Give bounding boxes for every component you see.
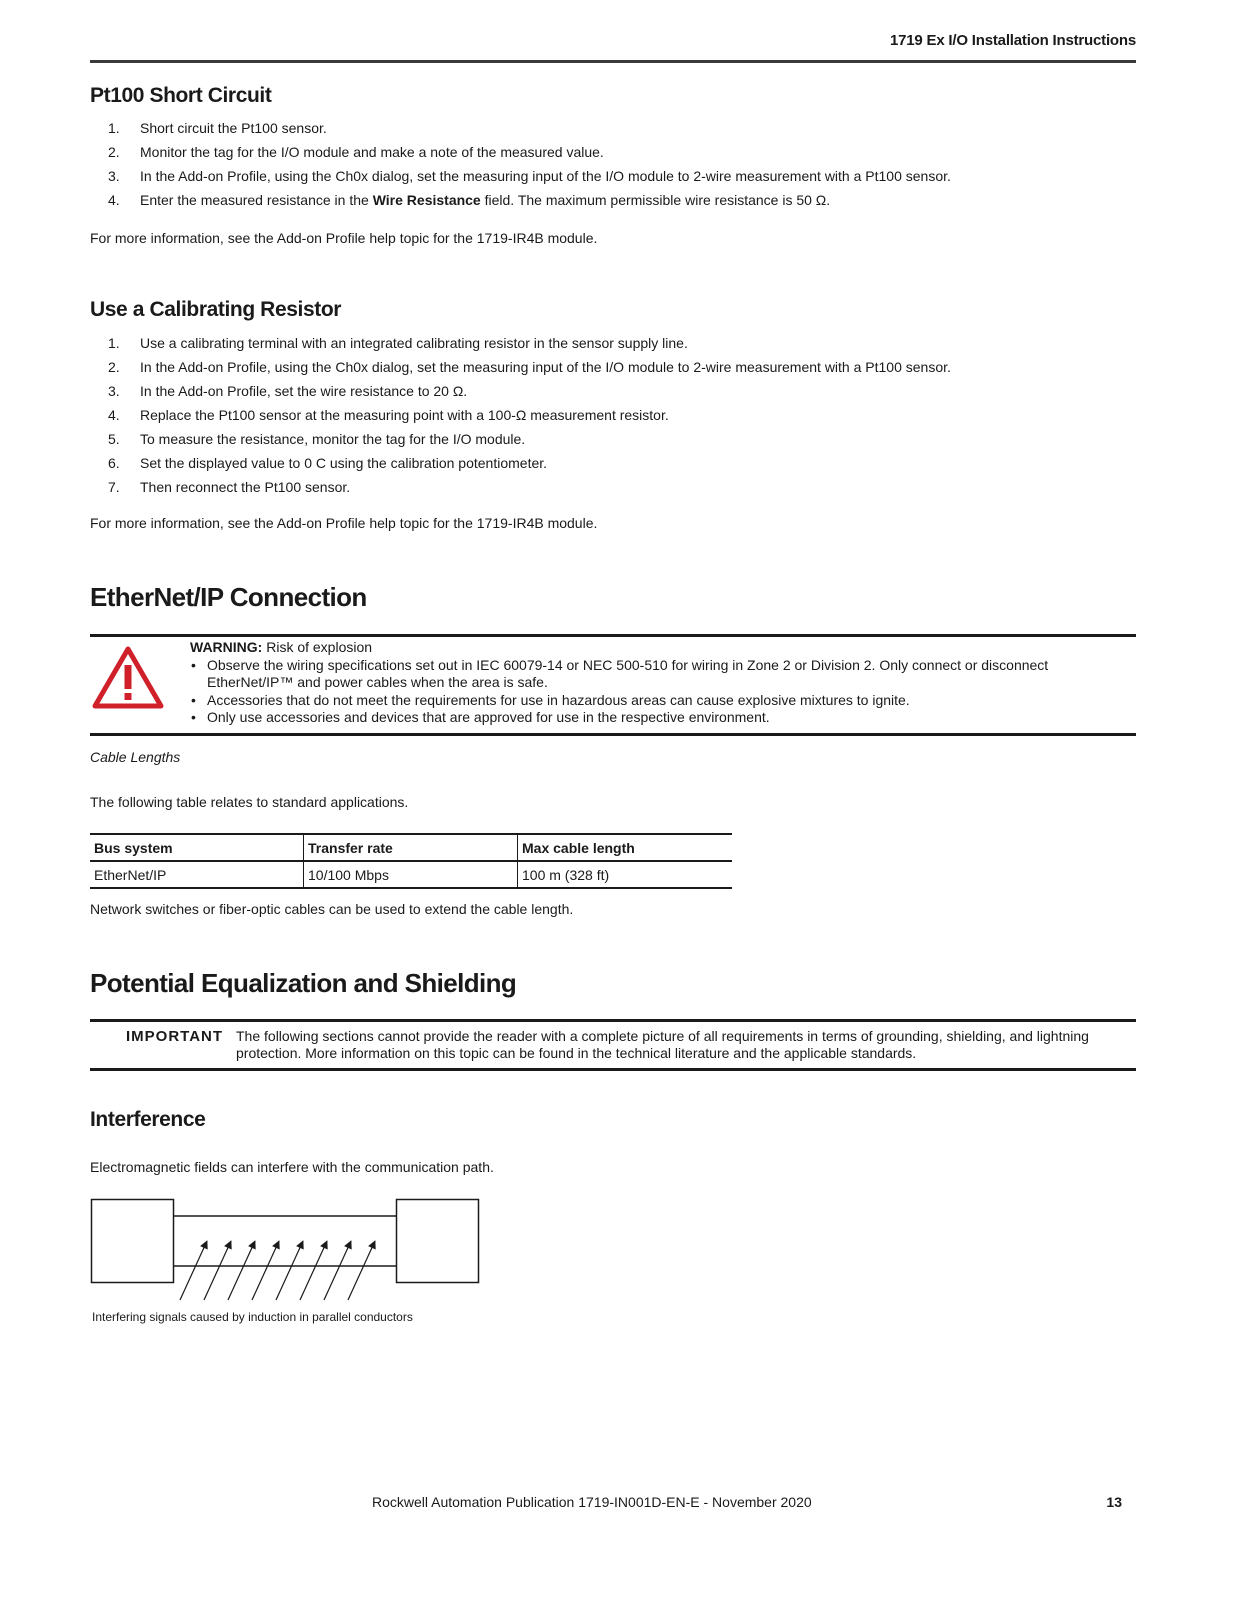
page-number: 13 xyxy=(1106,1494,1122,1510)
interference-diagram xyxy=(90,1196,482,1308)
list-item: • Only use accessories and devices that are approved for use in the respective environment. xyxy=(190,709,1130,727)
heading-potential-equalization: Potential Equalization and Shielding xyxy=(90,968,517,998)
table-cell: 10/100 Mbps xyxy=(304,861,518,888)
wire-resistance-field-name: Wire Resistance xyxy=(372,192,481,208)
column-header: Transfer rate xyxy=(304,834,518,861)
table-header-row xyxy=(90,834,732,861)
cable-lengths-subheading: Cable Lengths xyxy=(90,749,181,765)
heading-calibrating-resistor: Use a Calibrating Resistor xyxy=(90,298,342,321)
list-item xyxy=(90,164,951,188)
step-number: 1. xyxy=(108,335,120,351)
important-box xyxy=(90,1019,1136,1071)
interference-arrow xyxy=(324,1241,351,1300)
important-text: The following sections cannot provide the reader with a complete picture of all requirements in terms of grounding, shielding, and lightning protection. More information on this topic can be found in the technical literature and the applicable standards. xyxy=(236,1028,1089,1061)
table-intro: The following table relates to standard applications. xyxy=(90,794,409,810)
list-item xyxy=(90,140,951,164)
list-item xyxy=(90,331,951,355)
interference-arrow xyxy=(348,1241,375,1300)
list-item xyxy=(90,116,951,140)
list-item xyxy=(90,475,951,499)
step-text: Monitor the tag for the I/O module and make a note of the measured value. xyxy=(140,144,604,160)
list-item xyxy=(90,355,951,379)
step-number: 2. xyxy=(108,144,120,160)
list-item: • Accessories that do not meet the requirements for use in hazardous areas can cause explosive mixtures to ignite. xyxy=(190,692,1130,710)
warning-label: WARNING: xyxy=(190,639,263,655)
list-item xyxy=(90,403,951,427)
interference-text: Electromagnetic fields can interfere with the communication path. xyxy=(90,1159,494,1175)
step-text: Replace the Pt100 sensor at the measuring point with a 100-Ω measurement resistor. xyxy=(140,407,669,423)
warning-box xyxy=(90,634,1136,736)
calib-steps xyxy=(90,331,951,499)
header-rule xyxy=(90,60,1136,63)
step-text: To measure the resistance, monitor the tag for the I/O module. xyxy=(140,431,526,447)
table-cell: EtherNet/IP xyxy=(90,861,304,888)
calib-note: For more information, see the Add-on Profile help topic for the 1719-IR4B module. xyxy=(90,515,598,531)
step-text: Set the displayed value to 0 C using the calibration potentiometer. xyxy=(140,455,548,471)
footer-publication: Rockwell Automation Publication 1719-IN001D-EN-E - November 2020 xyxy=(372,1494,812,1510)
step-number: 6. xyxy=(108,455,120,471)
heading-ethernet-ip-connection: EtherNet/IP Connection xyxy=(90,582,367,612)
step-text: In the Add-on Profile, using the Ch0x dialog, set the measuring input of the I/O module to 2-wire measurement with a Pt100 sensor. xyxy=(140,359,951,375)
step-number: 1. xyxy=(108,120,120,136)
table-cell: 100 m (328 ft) xyxy=(518,861,733,888)
warning-triangle-icon xyxy=(92,645,164,709)
interference-arrow xyxy=(300,1241,327,1300)
step-number: 3. xyxy=(108,168,120,184)
pt100-steps xyxy=(90,116,951,212)
step-text: Use a calibrating terminal with an integrated calibrating resistor in the sensor supply line. xyxy=(140,335,688,351)
column-header: Max cable length xyxy=(518,834,733,861)
step-text: Short circuit the Pt100 sensor. xyxy=(140,120,327,136)
warning-content xyxy=(190,639,1130,727)
step-number: 2. xyxy=(108,359,120,375)
left-device-box xyxy=(92,1200,174,1283)
step-text-post: field. The maximum permissible wire resistance is 50 Ω. xyxy=(480,192,831,208)
interference-arrow xyxy=(252,1241,279,1300)
step-number: 3. xyxy=(108,383,120,399)
heading-pt100-short-circuit: Pt100 Short Circuit xyxy=(90,84,272,107)
right-device-box xyxy=(397,1200,479,1283)
step-number: 4. xyxy=(108,407,120,423)
table-row xyxy=(90,861,732,888)
list-item xyxy=(90,427,951,451)
diagram-caption: Interfering signals caused by induction in parallel conductors xyxy=(92,1310,413,1324)
step-text-pre: Enter the measured resistance in the xyxy=(140,192,373,208)
step-text: Then reconnect the Pt100 sensor. xyxy=(140,479,351,495)
step-number: 7. xyxy=(108,479,120,495)
document-page xyxy=(90,0,1136,1600)
heading-interference: Interference xyxy=(90,1108,206,1131)
column-header: Bus system xyxy=(90,834,304,861)
step-text: In the Add-on Profile, using the Ch0x dialog, set the measuring input of the I/O module to 2-wire measurement with a Pt100 sensor. xyxy=(140,168,951,184)
list-item xyxy=(90,188,951,212)
warning-list xyxy=(190,657,1130,727)
list-item: • Observe the wiring specifications set out in IEC 60079-14 or NEC 500-510 for wiring in Zone 2 or Division 2. Only connect or disconnect EtherNet/IP™ and power cables when the area is safe. xyxy=(190,657,1130,692)
important-label: IMPORTANT xyxy=(126,1028,224,1045)
cable-length-table xyxy=(90,833,732,889)
warning-title xyxy=(190,639,1130,657)
interference-arrow xyxy=(204,1241,231,1300)
list-item xyxy=(90,451,951,475)
interference-arrow xyxy=(180,1241,207,1300)
pt100-note: For more information, see the Add-on Profile help topic for the 1719-IR4B module. xyxy=(90,230,598,246)
warning-title-text: Risk of explosion xyxy=(262,639,373,655)
step-number: 5. xyxy=(108,431,120,447)
interference-arrow xyxy=(228,1241,255,1300)
cable-length-note: Network switches or fiber-optic cables can be used to extend the cable length. xyxy=(90,901,574,917)
step-text: In the Add-on Profile, set the wire resistance to 20 Ω. xyxy=(140,383,468,399)
interference-arrow xyxy=(276,1241,303,1300)
list-item xyxy=(90,379,951,403)
step-number: 4. xyxy=(108,192,120,208)
running-header: 1719 Ex I/O Installation Instructions xyxy=(889,32,1136,49)
